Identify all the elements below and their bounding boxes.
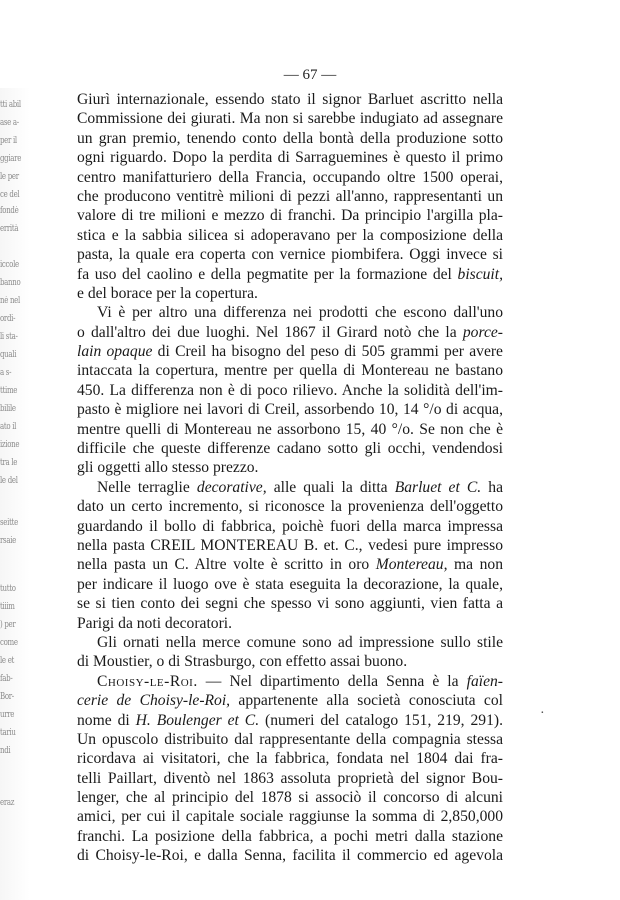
text-segment: che producono ventitrè milioni di pezzi all'anno, rappresentanti un <box>77 187 503 205</box>
text-segment: mentre quelli di Montereau ne assorbono 15, 40 °/o. Se non che è <box>77 420 503 438</box>
text-segment: e del borace per la copertura. <box>77 284 258 302</box>
margin-fragment: tti abil <box>0 100 21 110</box>
text-line <box>77 652 503 671</box>
text-segment: un gran premio, tenendo conto della bontà della produzione sotto <box>77 129 503 147</box>
text-line <box>77 400 503 419</box>
italic-text: biscuit, <box>457 265 503 283</box>
margin-fragment: le del <box>0 476 18 486</box>
text-segment: stica e la sabbia silicea si adoperavano per la composizione della <box>77 226 503 244</box>
text-line <box>77 575 503 594</box>
text-line <box>77 846 503 865</box>
text-segment: (numeri del catalogo 151, 219, 291). <box>259 711 503 729</box>
text-segment: amici, per cui il capitale sociale raggiunse la somma di 2,850,000 <box>77 808 503 826</box>
margin-fragment: ) per <box>0 620 16 630</box>
text-segment: gli oggetti allo stesso prezzo. <box>77 459 259 477</box>
text-segment: ha <box>481 478 503 496</box>
margin-fragment: tiiim <box>0 602 15 612</box>
text-line <box>77 594 503 613</box>
text-line <box>77 439 503 458</box>
italic-text: H. Boulenger et C. <box>135 711 260 729</box>
margin-fragment: seitte <box>0 518 18 528</box>
text-segment: ogni riguardo. Dopo la perdita di Sarraguemines è questo il primo <box>77 149 503 167</box>
italic-text: faïen- <box>466 672 503 690</box>
text-segment: appartenente alla società conosciuta col <box>230 692 503 710</box>
margin-fragment: fab- <box>0 674 13 684</box>
text-segment: 450. La differenza non è di poco rilievo. Anche la solidità dell'im- <box>77 381 503 399</box>
text-segment: telli Paillart, diventò nel 1863 assoluta proprietà del signor Bou- <box>77 769 503 787</box>
text-line <box>77 148 503 167</box>
text-segment: ma non <box>447 556 503 574</box>
text-segment: guardando il bollo di fabbrica, poichè fuori della marca impressa <box>77 517 503 535</box>
margin-fragment: rsaie <box>0 536 16 546</box>
text-line <box>77 342 503 361</box>
margin-fragment: le per <box>0 172 19 182</box>
text-line <box>77 226 503 245</box>
text-segment: dato un certo incremento, si riconosce la provenienza dell'oggetto <box>77 498 503 516</box>
margin-fragment: ggiare <box>0 154 22 164</box>
italic-text: cerie de Choisy-le-Roi, <box>77 692 231 710</box>
text-segment: o dall'altro dei due luoghi. Nel 1867 il Girard notò che la <box>77 323 463 341</box>
text-segment: Giurì internazionale, essendo stato il signor Barluet ascritto nella <box>77 91 503 108</box>
text-segment: nella pasta CREIL MONTEREAU B. et. C., vedesi pure impresso <box>77 536 503 554</box>
margin-fragment: urre <box>0 710 15 720</box>
italic-text: porce- <box>462 323 503 341</box>
text-line <box>77 168 503 187</box>
text-line <box>77 497 503 516</box>
text-line <box>77 109 503 128</box>
text-line <box>77 711 503 730</box>
margin-fragment: iccole <box>0 260 19 270</box>
text-segment: franchi. La posizione della fabbrica, a pochi metri dalla stazione <box>77 827 503 845</box>
margin-fragment: quali <box>0 350 17 360</box>
text-line <box>77 614 503 633</box>
margin-fragment: li sta- <box>0 332 18 342</box>
page-number: — 67 — <box>283 67 337 83</box>
italic-text: Barluet et C. <box>394 478 482 496</box>
margin-fragment: per il <box>0 136 17 146</box>
margin-fragment: ordi- <box>0 314 16 324</box>
margin-fragment: a s- <box>0 368 12 378</box>
text-line <box>77 420 503 439</box>
text-segment: fa uso del caolino e della pegmatite per la formazione del <box>77 265 458 283</box>
text-line <box>77 807 503 826</box>
text-segment: di Choisy-le-Roi, e dalla Senna, facilita il commercio ed agevola <box>77 847 503 865</box>
text-line <box>77 129 503 148</box>
text-segment: Un opuscolo distribuito dal rappresentante della compagnia stessa <box>77 730 503 748</box>
stray-mark: · <box>540 706 545 721</box>
text-line <box>77 827 503 846</box>
text-segment: centro manifatturiero della Francia, occupando oltre 1500 operai, <box>77 168 503 186</box>
text-line <box>77 206 503 225</box>
margin-fragment: tariu <box>0 728 16 738</box>
text-line <box>77 90 503 109</box>
text-segment: Commissione dei giurati. Ma non si sarebbe indugiato ad assegnare <box>77 110 503 128</box>
margin-fragment: errità <box>0 224 19 234</box>
italic-text: decorative, <box>196 478 267 496</box>
text-line <box>77 265 503 284</box>
text-line <box>77 691 503 710</box>
text-line <box>77 361 503 380</box>
text-segment: di Moustier, o di Strasburgo, con effetto assai buono. <box>77 653 408 671</box>
text-segment: difficile che queste differenze cadano sotto gli occhi, vendendosi <box>77 440 503 458</box>
margin-fragment: ttime <box>0 386 18 396</box>
text-segment: lenger, che al principio del 1878 si associò il concorso di alcuni <box>77 789 503 807</box>
text-line <box>77 536 503 555</box>
margin-fragment: izione <box>0 440 20 450</box>
text-line <box>77 730 503 749</box>
text-line <box>77 672 503 691</box>
margin-fragment: ase a- <box>0 118 19 128</box>
left-margin-bleedthrough <box>0 88 30 900</box>
text-segment: valore di tre milioni e mezzo di franchi. Da principio l'argilla pla- <box>77 207 503 225</box>
text-line <box>77 478 503 497</box>
margin-fragment: tra le <box>0 458 18 468</box>
text-segment: — Nel dipartimento della Senna è la <box>197 672 467 690</box>
italic-text: lain opaque <box>77 343 153 361</box>
margin-fragment: tutto <box>0 584 16 594</box>
text-segment: Nelle terraglie <box>97 478 197 496</box>
margin-fragment: nè nel <box>0 296 20 306</box>
text-line <box>77 245 503 264</box>
text-line <box>77 381 503 400</box>
italic-text: Montereau, <box>375 556 448 574</box>
text-segment: per indicare il luogo ove è stata eseguita la decorazione, la quale, <box>77 575 503 593</box>
margin-fragment: eraz <box>0 798 15 808</box>
small-caps-text: Choisy-le-Roi. <box>97 672 198 690</box>
text-line <box>77 633 503 652</box>
margin-fragment: bilile <box>0 404 16 414</box>
margin-fragment: Bor- <box>0 692 14 702</box>
text-line <box>77 187 503 206</box>
text-line <box>77 749 503 768</box>
text-segment: pasta, la quale era coperta con vernice piombifera. Oggi invece si <box>77 246 503 264</box>
text-segment: nome di <box>77 711 136 729</box>
text-segment: ricordava ai visitatori, che la fabbrica, fondata nel 1804 dai fra- <box>77 750 503 768</box>
text-segment: alle quali la ditta <box>266 478 395 496</box>
text-segment: Gli ornati nella merce comune sono ad impressione sullo stile <box>97 633 503 651</box>
margin-fragment: ato il <box>0 422 17 432</box>
margin-fragment: fondè <box>0 206 19 216</box>
text-segment: Vi è per altro una differenza nei prodotti che escono dall'uno <box>97 304 503 322</box>
text-segment: nella pasta un C. Altre volte è scritto in oro <box>77 556 376 574</box>
margin-fragment: banno <box>0 278 21 288</box>
text-segment: pasto è migliore nei lavori di Creil, assorbendo 10, 14 °/o di acqua, <box>77 401 503 419</box>
text-line <box>77 458 503 477</box>
body-text <box>77 90 503 866</box>
text-line <box>77 284 503 303</box>
text-segment: di Creil ha bisogno del peso di 505 grammi per avere <box>152 343 503 361</box>
text-line <box>77 788 503 807</box>
margin-fragment: ce del <box>0 190 20 200</box>
margin-fragment: le et <box>0 656 15 666</box>
text-line <box>77 769 503 788</box>
text-segment: se si tien conto dei segni che spesso vi sono aggiunti, vien fatta a <box>77 595 503 613</box>
margin-fragment: ndi <box>0 746 11 756</box>
text-line <box>77 323 503 342</box>
text-segment: intaccata la copertura, mentre per quella di Montereau ne bastano <box>77 362 503 380</box>
text-line <box>77 303 503 322</box>
text-line <box>77 517 503 536</box>
text-line <box>77 555 503 574</box>
text-segment: Parigi da noti decoratori. <box>77 614 233 632</box>
margin-fragment: come <box>0 638 18 648</box>
